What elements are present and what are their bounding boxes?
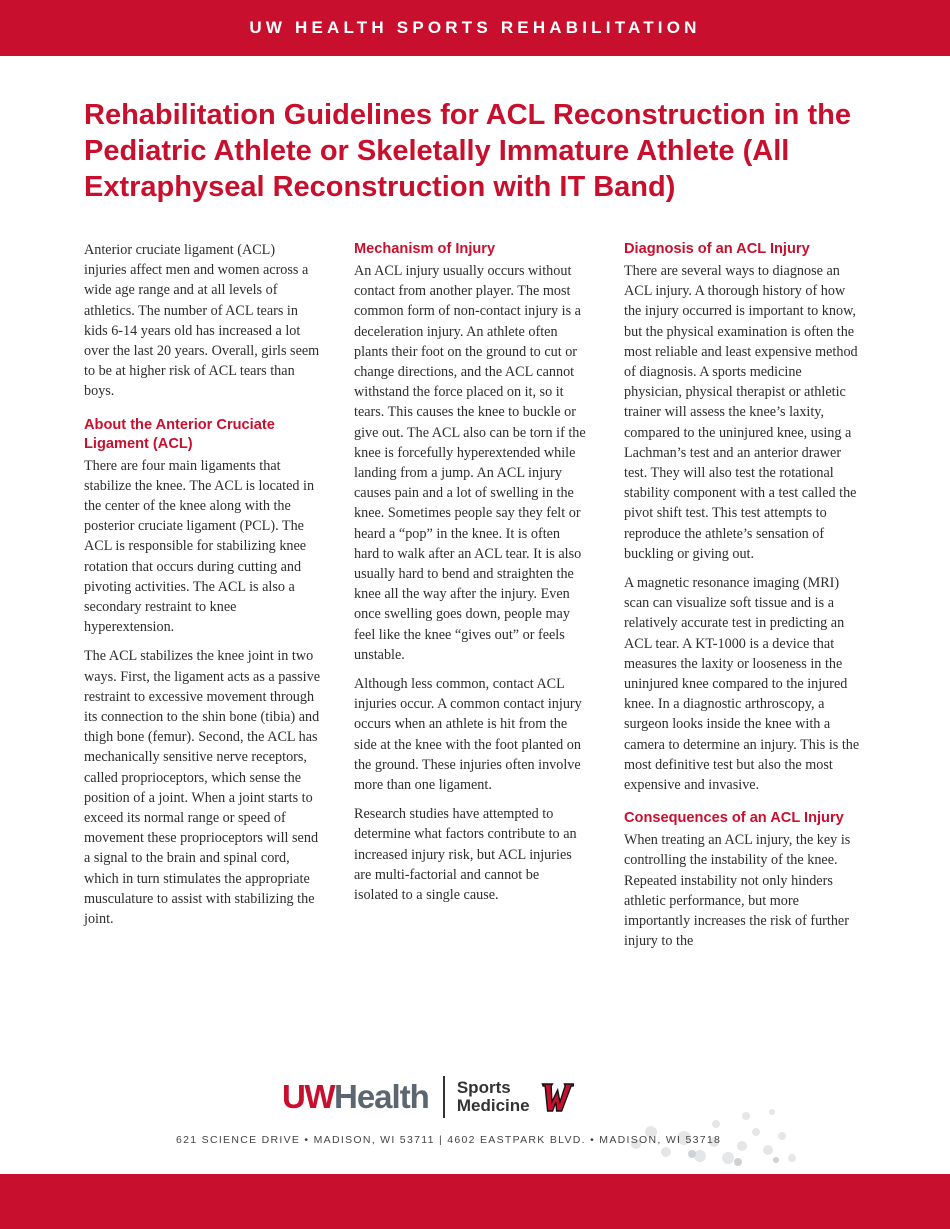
contact-injury-paragraph: Although less common, contact ACL injuries occur. A common contact injury occurs when an athlete is hit from the side at the knee with the foot planted on the ground. These injuries often involve more than one ligament. [354,676,582,794]
section-heading-mechanism: Mechanism of Injury [354,241,496,257]
section-heading-about-acl: About the Anterior Cruciate Ligament (ACL) [84,416,275,452]
column-middle [354,240,586,914]
motion-w-logo-icon [538,1080,574,1114]
consequences-paragraph: When treating an ACL injury, the key is controlling the instability of the knee. Repeated instability not only hinders athletic performance, but more importantly increases the risk of further injury to the [624,832,851,950]
diagnosis-paragraph: There are several ways to diagnose an ACL injury. A thorough history of how the injury occurred is important to know, but the physical examination is often the most reliable and least expensive method of diagnosis. A sports medicine physician, physical therapist or athletic trainer will assess the knee’s laxity, compared to the uninjured knee, using a Lachman’s test and an anterior drawer test. They will also test the rotational stability component with a test called the pivot shift test. This test attempts to reproduce the athlete’s sensation of buckling or giving out. [624,263,858,562]
column-left [84,240,320,938]
hexagon-dots-decoration-icon [596,1072,806,1172]
footer-logo [282,1074,574,1120]
research-paragraph: Research studies have attempted to determine what factors contribute to an increased injury risk, but ACL injuries are multi-factorial and cannot be isolated to a single cause. [354,806,577,904]
footer-bar [0,1174,950,1229]
intro-paragraph: Anterior cruciate ligament (ACL) injuries affect men and women across a wide age range and at all levels of athletics. The number of ACL tears in kids 6-14 years old has increased a lot over the last 20 years. Overall, girls seem to be at higher risk of ACL tears than boys. [84,242,320,400]
logo-divider [443,1076,445,1118]
sports-label: Sports [456,1078,511,1097]
column-right [624,240,862,961]
page-title: Rehabilitation Guidelines for ACL Reconstruction in the Pediatric Athlete or Skeletally Immature Athlete (All Extraphyseal Reconstruction with IT Band) [84,99,851,203]
sports-medicine-label [457,1079,530,1115]
about-acl-paragraph: There are four main ligaments that stabilize the knee. The ACL is located in the center of the knee along with the posterior cruciate ligament (PCL). The ACL is responsible for stabilizing knee rotation that occurs during cutting and pivoting activities. The ACL is also a secondary restraint to knee hyperextension. [84,457,315,636]
banner-text: UW HEALTH SPORTS REHABILITATION [249,18,701,37]
logo-health: Health [333,1078,429,1115]
header-banner [0,0,950,56]
logo-uw: UW [282,1078,334,1115]
section-heading-consequences: Consequences of an ACL Injury [624,810,844,827]
acl-stabilizes-paragraph: The ACL stabilizes the knee joint in two ways. First, the ligament acts as a passive restraint to excessive movement through its connection to the shin bone (tibia) and thigh bone (femur). Second, the ACL has mechanically sensitive nerve receptors, called proprioceptors, which sense the position of a joint. When a joint starts to exceed its normal range or speed of movement these proprioceptors will send a signal to the brain and spinal cord, which in turn stimulates the appropriate musculature to assist with stabilizing the joint. [84,648,321,928]
mechanism-paragraph: An ACL injury usually occurs without contact from another player. The most common form of non-contact injury is a deceleration injury. An athlete often plants their foot on the ground to cut or change directions, and the ACL cannot withstand the force placed on it, so it tears. This causes the knee to buckle or give out. The ACL also can be torn if the knee is forcefully hyperextended while landing from a jump. An ACL injury causes pain and a lot of swelling in the knee. Sometimes people say they felt or heard a “pop” in the knee. It is often hard to walk after an ACL tear. It is also usually hard to bend and straighten the knee all the way after the injury. Even once swelling goes down, people may feel like the knee “gives out” or feels unstable. [354,263,586,663]
mri-paragraph: A magnetic resonance imaging (MRI) scan can visualize soft tissue and is a relatively accurate test in predicting an ACL tear. A KT-1000 is a device that measures the laxity or looseness in the uninjured knee compared to the injured knee. In a diagnostic arthroscopy, a surgeon looks inside the knee with a camera to determine an injury. This is the most definitive test but also the most expensive and invasive. [624,575,860,794]
section-heading-diagnosis: Diagnosis of an ACL Injury [624,241,810,257]
footer-address: 621 SCIENCE DRIVE • MADISON, WI 53711 | 4602 EASTPARK BLVD. • MADISON, WI 53718 [176,1134,722,1146]
medicine-label: Medicine [456,1096,530,1115]
